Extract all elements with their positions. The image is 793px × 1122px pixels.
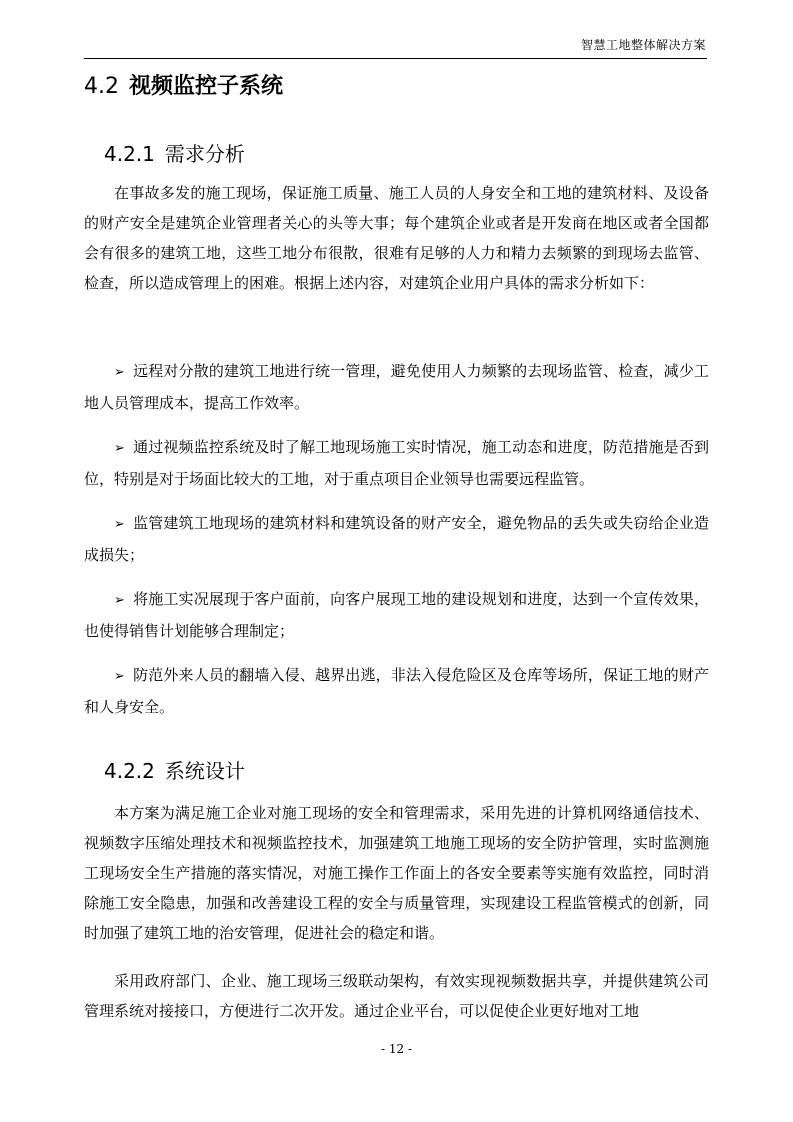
subsection-title: 需求分析 (164, 142, 245, 166)
list-item-text: 通过视频监控系统及时了解工地现场施工实时情况，施工动态和进度，防范措施是否到位，特别是对于场面比较大的工地，对于重点项目企业领导也需要远程监管。 (84, 438, 709, 488)
list-item-text: 监管建筑工地现场的建筑材料和建筑设备的财产安全，避免物品的丢失或失窃给企业造成损失； (84, 514, 709, 564)
page-number: - 12 - (380, 1042, 412, 1056)
list-item-text: 远程对分散的建筑工地进行统一管理，避免使用人力频繁的去现场监管、检查，减少工地人员管理成本，提高工作效率。 (84, 362, 709, 412)
section-heading (84, 69, 283, 100)
list-item-text: 将施工实况展现于客户面前，向客户展现工地的建设规划和进度，达到一个宣传效果，也使得销售计划能够合理制定； (84, 590, 709, 640)
intro-paragraph: 在事故多发的施工现场，保证施工质量、施工人员的人身安全和工地的建筑材料、及设备的财产安全是建筑企业管理者关心的头等大事；每个建筑企业或者是开发商在地区或者全国都会有很多的建筑工地，这些工地分布很散，很难有足够的人力和精力去频繁的到现场去监管、检查，所以造成管理上的困难。根据上述内容，对建筑企业用户具体的需求分析如下： (84, 184, 709, 292)
body-paragraph: 本方案为满足施工企业对施工现场的安全和管理需求，采用先进的计算机网络通信技术、视频数字压缩处理技术和视频监控技术，加强建筑工地施工现场的安全防护管理，实时监测施工现场安全生产措施的落实情况，对施工操作工作面上的各安全要素等实施有效监控，同时消除施工安全隐患，加强和改善建设工程的安全与质量管理，实现建设工程监管模式的创新，同时加强了建筑工地的治安管理，促进社会的稳定和谐。 (84, 804, 709, 942)
subsection-number: 4.2.2 (104, 759, 155, 783)
section-number: 4.2 (84, 74, 119, 99)
subsection-number: 4.2.1 (104, 142, 155, 166)
running-header: 智慧工地整体解决方案 (580, 38, 706, 52)
header-divider (84, 58, 707, 59)
arrow-bullet-icon: ➢ (114, 441, 125, 456)
subsection-heading-2 (104, 755, 245, 784)
section-title: 视频监控子系统 (129, 74, 284, 99)
subsection-heading-1 (104, 138, 245, 167)
list-item-text: 防范外来人员的翻墙入侵、越界出逃，非法入侵危险区及仓库等场所，保证工地的财产和人身安全。 (84, 666, 709, 716)
list-item (84, 660, 709, 722)
list-item (84, 432, 709, 494)
arrow-bullet-icon: ➢ (114, 365, 125, 380)
subsection-title: 系统设计 (164, 759, 245, 783)
list-item (84, 356, 709, 418)
arrow-bullet-icon: ➢ (114, 669, 125, 684)
list-item (84, 508, 709, 570)
arrow-bullet-icon: ➢ (114, 593, 125, 608)
arrow-bullet-icon: ➢ (114, 517, 125, 532)
body-paragraph: 采用政府部门、企业、施工现场三级联动架构，有效实现视频数据共享，并提供建筑公司管理系统对接接口，方便进行二次开发。通过企业平台，可以促使企业更好地对工地 (84, 972, 709, 1020)
list-item (84, 584, 709, 646)
